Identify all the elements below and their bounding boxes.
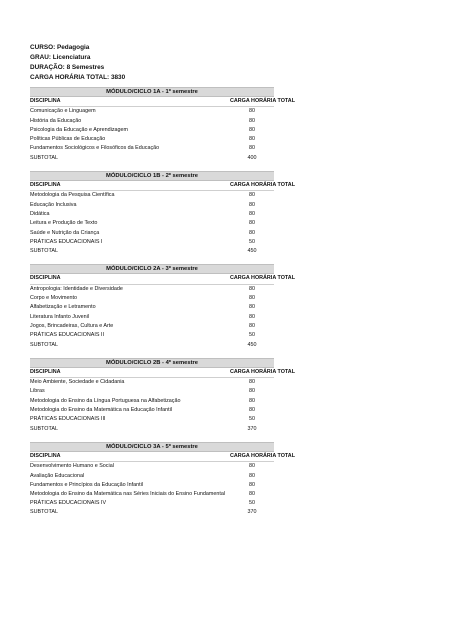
table-row bbox=[30, 406, 274, 415]
discipline-hours: 80 bbox=[249, 285, 255, 292]
table-row bbox=[30, 415, 274, 424]
module-title: MÓDULO/CICLO 3A - 5º semestre bbox=[30, 442, 274, 452]
discipline-name: Antropologia: Identidade e Diversidade bbox=[30, 285, 123, 292]
discipline-name: PRÁTICAS EDUCACIONAIS I bbox=[30, 238, 103, 245]
discipline-name: Meio Ambiente, Sociedade e Cidadania bbox=[30, 379, 125, 386]
discipline-hours: 80 bbox=[249, 481, 255, 488]
subtotal-value: 370 bbox=[247, 425, 257, 432]
subtotal-value: 450 bbox=[247, 248, 257, 255]
table-row bbox=[30, 201, 274, 210]
module-table bbox=[30, 87, 295, 163]
discipline-name: Metodologia do Ensino da Matemática na Educação Infantil bbox=[30, 407, 173, 414]
column-header-discipline: DISCIPLINA bbox=[30, 452, 61, 459]
discipline-hours: 80 bbox=[249, 463, 255, 470]
subtotal-value: 450 bbox=[247, 341, 257, 348]
discipline-hours: 80 bbox=[249, 295, 255, 302]
discipline-hours: 80 bbox=[249, 379, 255, 386]
table-row bbox=[30, 117, 274, 126]
discipline-hours: 50 bbox=[249, 499, 255, 506]
discipline-name: Metodologia do Ensino da Língua Portuguesa na Alfabetização bbox=[30, 397, 181, 404]
table-row bbox=[30, 331, 274, 340]
column-header-hours: CARGA HORÁRIA TOTAL bbox=[230, 452, 295, 459]
table-row bbox=[30, 210, 274, 219]
table-row bbox=[30, 135, 274, 144]
module-table bbox=[30, 442, 295, 517]
discipline-hours: 50 bbox=[249, 238, 255, 245]
table-row bbox=[30, 191, 274, 200]
subtotal-value: 400 bbox=[247, 154, 257, 161]
discipline-name: Comunicação e Linguagem bbox=[30, 108, 96, 115]
discipline-hours: 80 bbox=[249, 313, 255, 320]
table-row bbox=[30, 397, 274, 406]
subtotal-row bbox=[30, 341, 274, 350]
table-row bbox=[30, 238, 274, 247]
table-row bbox=[30, 144, 274, 153]
subtotal-label: SUBTOTAL bbox=[30, 425, 58, 432]
discipline-hours: 80 bbox=[249, 322, 255, 329]
discipline-name: Políticas Públicas de Educação bbox=[30, 136, 106, 143]
table-row bbox=[30, 126, 274, 135]
discipline-hours: 80 bbox=[249, 220, 255, 227]
discipline-hours: 80 bbox=[249, 201, 255, 208]
discipline-hours: 80 bbox=[249, 229, 255, 236]
discipline-name: Metodologia do Ensino da Matemática nas Séries Iniciais do Ensino Fundamental bbox=[30, 491, 226, 498]
column-header-discipline: DISCIPLINA bbox=[30, 182, 61, 189]
module-table bbox=[30, 264, 295, 349]
discipline-hours: 80 bbox=[249, 145, 255, 152]
table-row bbox=[30, 481, 274, 490]
discipline-name: Metodologia da Pesquisa Científica bbox=[30, 192, 115, 199]
subtotal-label: SUBTOTAL bbox=[30, 154, 58, 161]
discipline-hours: 80 bbox=[249, 108, 255, 115]
table-row bbox=[30, 285, 274, 294]
table-row bbox=[30, 313, 274, 322]
column-header-hours: CARGA HORÁRIA TOTAL bbox=[230, 368, 295, 375]
table-row bbox=[30, 472, 274, 481]
discipline-hours: 80 bbox=[249, 117, 255, 124]
total-hours: CARGA HORÁRIA TOTAL: 3830 bbox=[30, 74, 126, 81]
discipline-name: Fundamentos Sociológicos e Filosóficos da Educação bbox=[30, 145, 160, 152]
course-name: CURSO: Pedagogia bbox=[30, 44, 90, 51]
discipline-hours: 80 bbox=[249, 388, 255, 395]
column-header-hours: CARGA HORÁRIA TOTAL bbox=[230, 275, 295, 282]
discipline-name: Jogos, Brincadeiras, Cultura e Arte bbox=[30, 322, 114, 329]
table-row bbox=[30, 378, 274, 387]
discipline-name: Libras bbox=[30, 388, 45, 395]
subtotal-row bbox=[30, 154, 274, 163]
column-header-discipline: DISCIPLINA bbox=[30, 368, 61, 375]
discipline-hours: 50 bbox=[249, 332, 255, 339]
table-row bbox=[30, 490, 274, 499]
course-duration: DURAÇÃO: 8 Semestres bbox=[30, 64, 105, 71]
column-header-row bbox=[30, 452, 295, 462]
module-title: MÓDULO/CICLO 2B - 4º semestre bbox=[30, 358, 274, 368]
table-row bbox=[30, 107, 274, 116]
discipline-hours: 80 bbox=[249, 210, 255, 217]
subtotal-row bbox=[30, 425, 274, 434]
module-title: MÓDULO/CICLO 1A - 1º semestre bbox=[30, 87, 274, 97]
column-header-discipline: DISCIPLINA bbox=[30, 98, 61, 104]
discipline-name: Corpo e Movimento bbox=[30, 295, 78, 302]
column-header-hours: CARGA HORÁRIA TOTAL bbox=[230, 182, 295, 189]
column-header-row bbox=[30, 181, 295, 191]
discipline-name: Didática bbox=[30, 210, 50, 217]
module-table bbox=[30, 171, 295, 256]
discipline-hours: 80 bbox=[249, 472, 255, 479]
discipline-name: Educação Inclusiva bbox=[30, 201, 77, 208]
discipline-name: História da Educação bbox=[30, 117, 82, 124]
discipline-name: Alfabetização e Letramento bbox=[30, 304, 96, 311]
discipline-hours: 80 bbox=[249, 126, 255, 133]
discipline-hours: 80 bbox=[249, 397, 255, 404]
module-table bbox=[30, 358, 295, 434]
column-header-row bbox=[30, 97, 295, 107]
curriculum-document bbox=[30, 43, 295, 525]
discipline-name: PRÁTICAS EDUCACIONAIS III bbox=[30, 416, 106, 423]
discipline-name: Avaliação Educacional bbox=[30, 472, 85, 479]
table-row bbox=[30, 219, 274, 228]
subtotal-value: 370 bbox=[247, 508, 257, 515]
discipline-hours: 80 bbox=[249, 407, 255, 414]
module-title: MÓDULO/CICLO 2A - 3º semestre bbox=[30, 264, 274, 274]
subtotal-label: SUBTOTAL bbox=[30, 248, 58, 255]
table-row bbox=[30, 499, 274, 508]
column-header-discipline: DISCIPLINA bbox=[30, 275, 61, 282]
discipline-hours: 80 bbox=[249, 304, 255, 311]
subtotal-row bbox=[30, 508, 274, 517]
discipline-name: Psicologia da Educação e Aprendizagem bbox=[30, 126, 128, 133]
degree-level: GRAU: Licenciatura bbox=[30, 54, 91, 61]
table-row bbox=[30, 229, 274, 238]
discipline-name: Fundamentos e Princípios da Educação Infantil bbox=[30, 481, 143, 488]
table-row bbox=[30, 303, 274, 312]
column-header-row bbox=[30, 368, 295, 378]
discipline-name: PRÁTICAS EDUCACIONAIS II bbox=[30, 332, 104, 339]
subtotal-row bbox=[30, 247, 274, 256]
subtotal-label: SUBTOTAL bbox=[30, 508, 58, 515]
table-row bbox=[30, 462, 274, 471]
modules-container bbox=[30, 87, 295, 517]
discipline-name: PRÁTICAS EDUCACIONAIS IV bbox=[30, 499, 107, 506]
subtotal-label: SUBTOTAL bbox=[30, 341, 58, 348]
discipline-hours: 80 bbox=[249, 491, 255, 498]
table-row bbox=[30, 387, 274, 396]
course-info bbox=[30, 43, 274, 83]
column-header-hours: CARGA HORÁRIA TOTAL bbox=[230, 98, 295, 104]
module-title: MÓDULO/CICLO 1B - 2º semestre bbox=[30, 171, 274, 181]
discipline-hours: 80 bbox=[249, 192, 255, 199]
discipline-name: Saúde e Nutrição da Criança bbox=[30, 229, 100, 236]
column-header-row bbox=[30, 274, 295, 284]
table-row bbox=[30, 294, 274, 303]
discipline-name: Literatura Infanto Juvenil bbox=[30, 313, 90, 320]
discipline-name: Leitura e Produção de Texto bbox=[30, 220, 98, 227]
table-row bbox=[30, 322, 274, 331]
discipline-name: Desenvolvimento Humano e Social bbox=[30, 463, 114, 470]
discipline-hours: 50 bbox=[249, 416, 255, 423]
discipline-hours: 80 bbox=[249, 136, 255, 143]
